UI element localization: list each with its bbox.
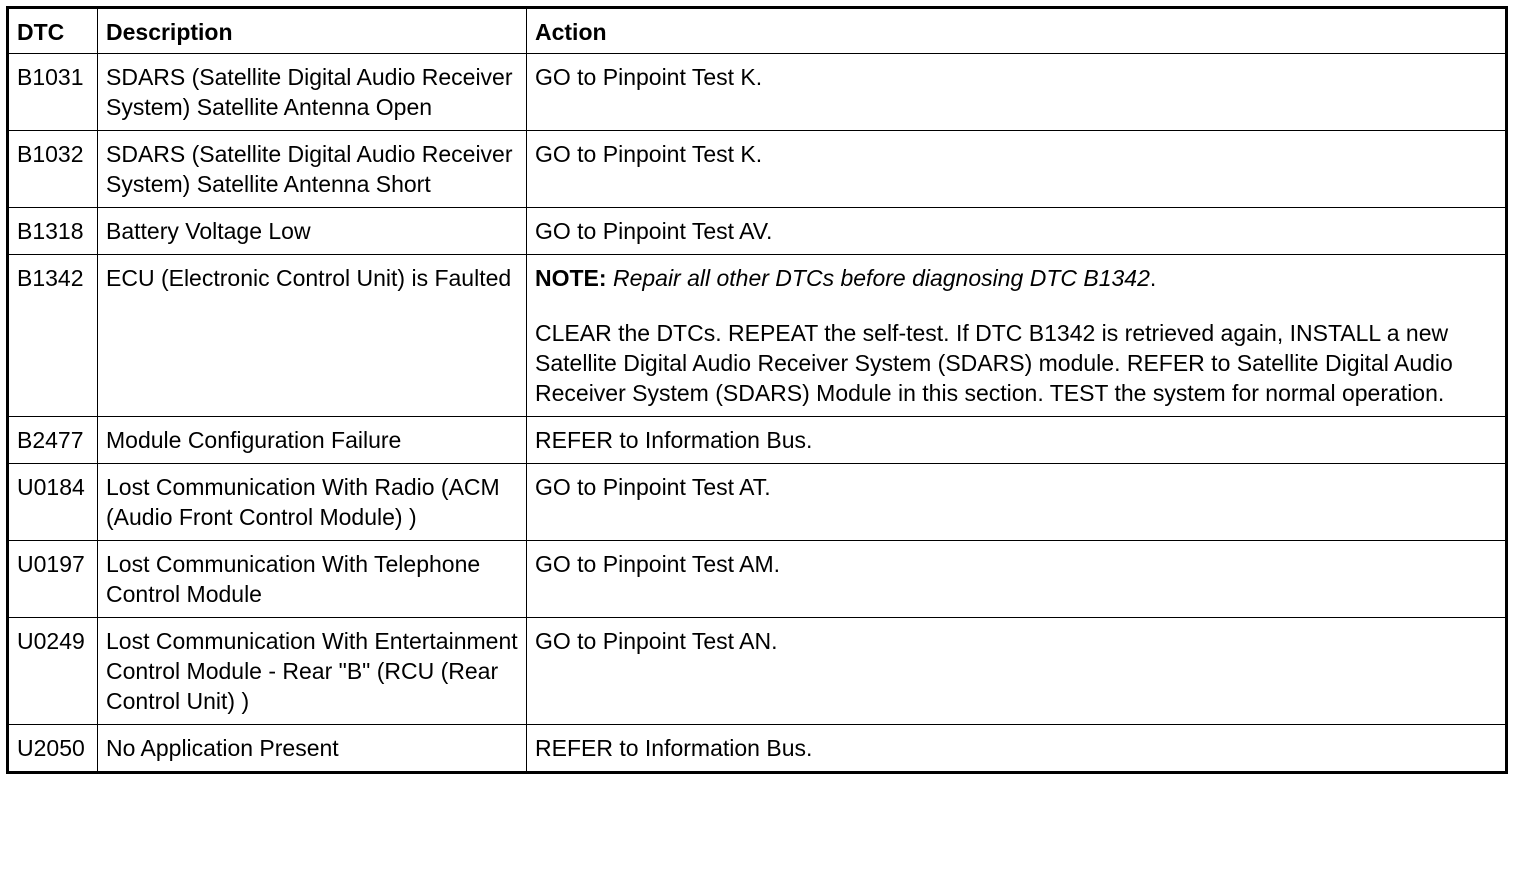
dtc-code: U2050: [8, 725, 98, 773]
dtc-code: B1342: [8, 255, 98, 417]
header-action: Action: [527, 8, 1507, 54]
dtc-code: B1032: [8, 131, 98, 208]
note-paragraph: [535, 263, 1497, 293]
dtc-action: GO to Pinpoint Test AM.: [527, 541, 1507, 618]
dtc-code: B1031: [8, 54, 98, 131]
dtc-table: [6, 6, 1508, 774]
table-header-row: [8, 8, 1507, 54]
table-row: [8, 131, 1507, 208]
dtc-description: SDARS (Satellite Digital Audio Receiver System) Satellite Antenna Open: [98, 54, 527, 131]
table-row: [8, 618, 1507, 725]
header-description: Description: [98, 8, 527, 54]
dtc-action: REFER to Information Bus.: [527, 417, 1507, 464]
table-row: [8, 464, 1507, 541]
action-paragraph: CLEAR the DTCs. REPEAT the self-test. If DTC B1342 is retrieved again, INSTALL a new Satellite Digital Audio Receiver System (SDARS) module. REFER to Satellite Digital Audio Receiver System (SDARS) Module in this section. TEST the system for normal operation.: [535, 320, 1453, 406]
dtc-code: U0197: [8, 541, 98, 618]
dtc-description: No Application Present: [98, 725, 527, 773]
table-row: [8, 725, 1507, 773]
dtc-action: GO to Pinpoint Test AN.: [527, 618, 1507, 725]
note-text: Repair all other DTCs before diagnosing DTC B1342: [612, 265, 1150, 291]
table-row: [8, 255, 1507, 417]
dtc-action: [527, 255, 1507, 417]
note-end: .: [1149, 265, 1157, 291]
dtc-action: GO to Pinpoint Test AV.: [527, 208, 1507, 255]
dtc-description: Lost Communication With Telephone Control Module: [98, 541, 527, 618]
table-row: [8, 208, 1507, 255]
dtc-code: B1318: [8, 208, 98, 255]
dtc-description: Lost Communication With Entertainment Control Module - Rear "B" (RCU (Rear Control Unit) ): [98, 618, 527, 725]
dtc-code: U0184: [8, 464, 98, 541]
dtc-action: GO to Pinpoint Test K.: [527, 131, 1507, 208]
table-row: [8, 54, 1507, 131]
note-label: NOTE:: [535, 265, 607, 291]
dtc-action: GO to Pinpoint Test K.: [527, 54, 1507, 131]
dtc-code: U0249: [8, 618, 98, 725]
dtc-description: Lost Communication With Radio (ACM (Audio Front Control Module) ): [98, 464, 527, 541]
header-dtc: DTC: [8, 8, 98, 54]
table-row: [8, 417, 1507, 464]
dtc-description: SDARS (Satellite Digital Audio Receiver System) Satellite Antenna Short: [98, 131, 527, 208]
dtc-code: B2477: [8, 417, 98, 464]
dtc-description: ECU (Electronic Control Unit) is Faulted: [98, 255, 527, 417]
dtc-action: REFER to Information Bus.: [527, 725, 1507, 773]
dtc-description: Battery Voltage Low: [98, 208, 527, 255]
table-row: [8, 541, 1507, 618]
dtc-description: Module Configuration Failure: [98, 417, 527, 464]
dtc-action: GO to Pinpoint Test AT.: [527, 464, 1507, 541]
